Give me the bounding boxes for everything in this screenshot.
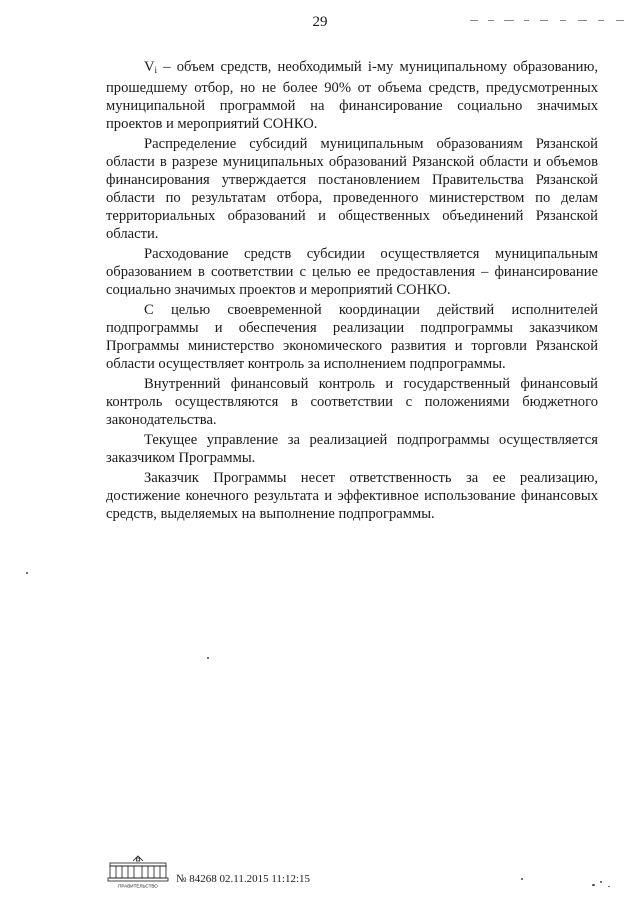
scan-speck [521,878,523,880]
government-building-seal [106,855,170,894]
paragraph-financial-control: Внутренний финансовый контроль и государственный финансовый контроль осуществляются в соответствии с положениями бюджетного законодательства. [106,376,598,428]
scan-speck [592,884,595,886]
scan-speck [600,881,602,883]
paragraph-variable-definition [106,58,598,133]
registration-footer [106,855,406,891]
page-number: 29 [312,14,328,30]
registration-stamp: № 84268 02.11.2015 11:12:15 [176,873,311,885]
paragraph-coordination-control: С целью своевременной координации действий исполнителей подпрограммы и обеспечения реализации подпрограммы заказчиком Программы министерство экономического развития и торговли Рязанской области осуществляет контроль за исполнением подпрограммы. [106,302,598,372]
paragraph-responsibility: Заказчик Программы несет ответственность за ее реализацию, достижение конечного результата и эффективное использование финансовых средств, выделяемых на выполнение подпрограммы. [106,470,598,522]
paragraph-subsidy-distribution: Распределение субсидий муниципальным образованиям Рязанской области в разрезе муниципальных образований Рязанской области и объемов финансирования утверждается постановлением Правительства Рязанской области по результатам отбора, проведенного министерством по делам территориальных образований и общественных объединений Рязанской области. [106,136,598,242]
scan-speck [26,572,28,574]
document-body [106,58,598,523]
variable-subscript: i [154,65,158,75]
scan-edge-marks [470,9,630,11]
seal-caption: ПРАВИТЕЛЬСТВО [118,883,158,889]
scan-speck [608,886,610,887]
variable-symbol: V [144,59,155,75]
variable-definition-text: – объем средств, необходимый i-му муниципальному образованию, прошедшему отбор, но не более 90% от объема средств, предусмотренных муниципальной программой на финансирование социально значимых проектов и мероприятий СОНКО. [106,59,598,132]
scan-speck [207,657,209,659]
paragraph-subsidy-spending: Расходование средств субсидии осуществляется муниципальным образованием в соответствии с целью ее предоставления – финансирование социально значимых проектов и мероприятий СОНКО. [106,246,598,298]
paragraph-current-management: Текущее управление за реализацией подпрограммы осуществляется заказчиком Программы. [106,432,598,466]
